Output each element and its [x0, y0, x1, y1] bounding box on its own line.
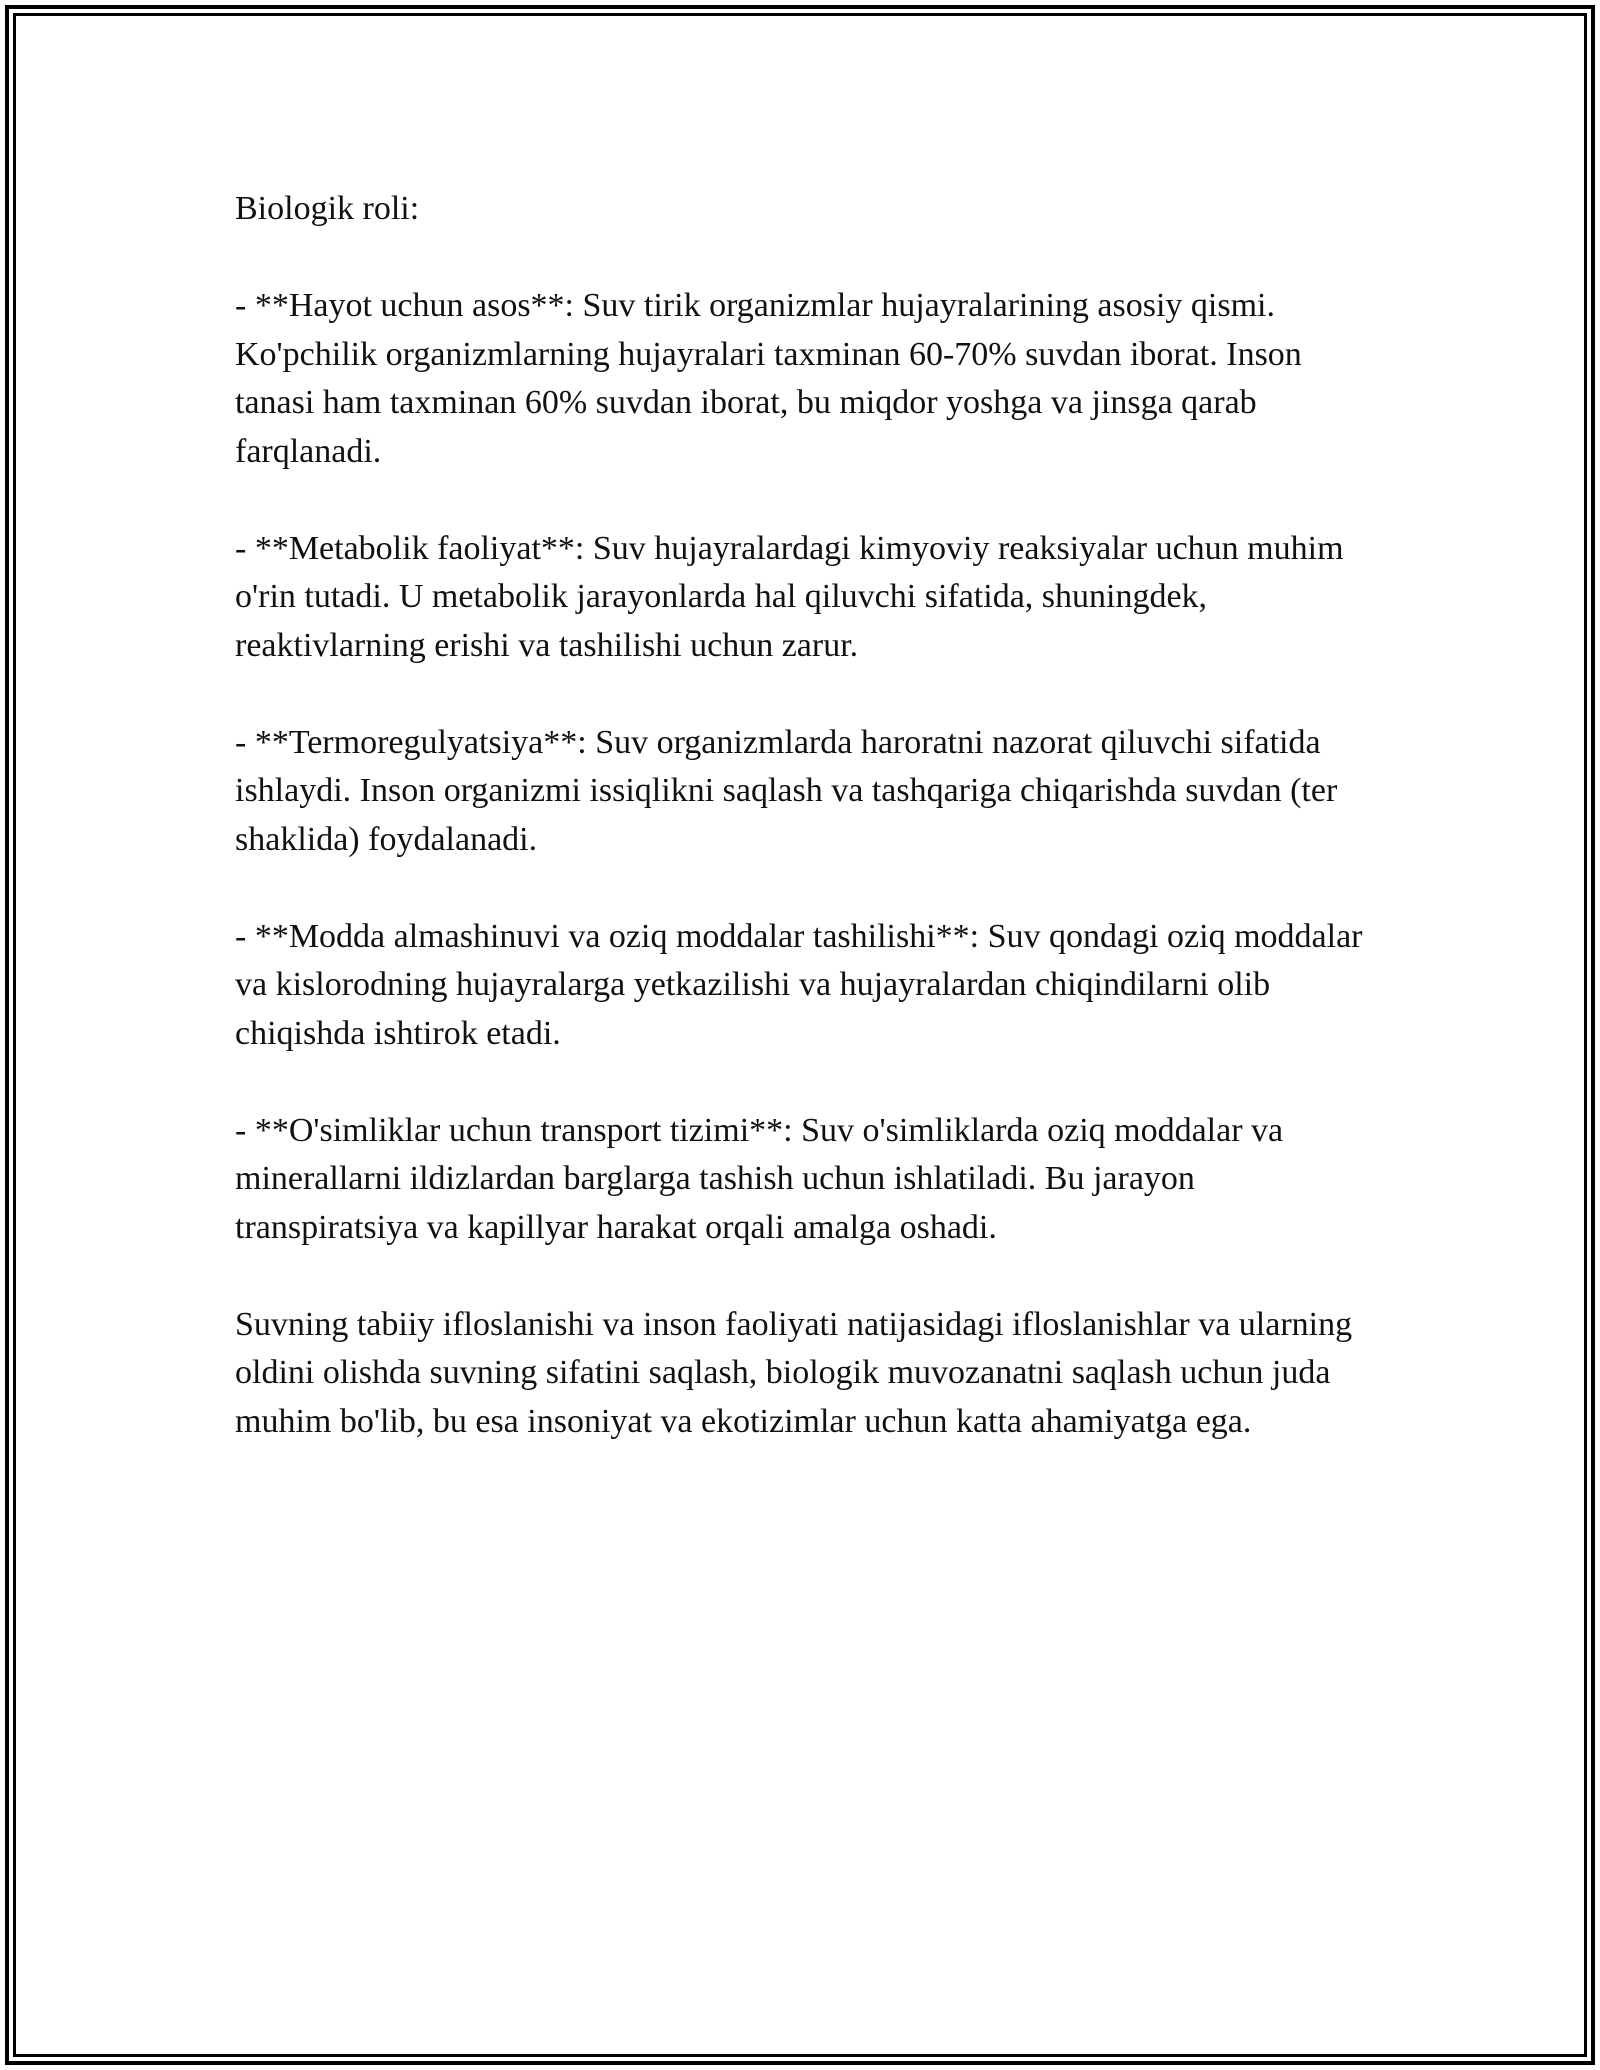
section-heading: Biologik roli:	[235, 190, 420, 227]
paragraph-metabolik-faoliyat: - **Metabolik faoliyat**: Suv hujayralardagi kimyoviy reaksiyalar uchun muhim o'rin tutadi. U metabolik jarayonlarda hal qiluvchi sifatida, shuningdek, reaktivlarning erishi va tashilishi uchun zarur.	[235, 529, 1344, 664]
paragraph-osimliklar-transport: - **O'simliklar uchun transport tizimi**: Suv o'simliklarda oziq moddalar va minerallarni ildizlardan barglarga tashish uchun ishlatiladi. Bu jarayon transpiratsiya va kapillyar harakat orqali amalga oshadi.	[235, 1111, 1284, 1246]
document-body	[235, 185, 1385, 1495]
paragraph-termoregulyatsiya: - **Termoregulyatsiya**: Suv organizmlarda haroratni nazorat qiluvchi sifatida ishlaydi. Inson organizmi issiqlikni saqlash va tashqariga chiqarishda suvdan (ter shaklida) foydalanadi.	[235, 723, 1338, 858]
paragraph-hayot-uchun-asos: - **Hayot uchun asos**: Suv tirik organizmlar hujayralarining asosiy qismi. Ko'pchilik organizmlarning hujayralari taxminan 60-70% suvdan iborat. Inson tanasi ham taxminan 60% suvdan iborat, bu miqdor yoshga va jinsga qarab farqlanadi.	[235, 287, 1302, 470]
paragraph-conclusion: Suvning tabiiy ifloslanishi va inson faoliyati natijasidagi ifloslanishlar va ularning oldini olishda suvning sifatini saqlash, biologik muvozanatni saqlash uchun juda muhim bo'lib, bu esa insoniyat va ekotizimlar uchun katta ahamiyatga ega.	[235, 1305, 1353, 1440]
paragraph-modda-almashinuvi: - **Modda almashinuvi va oziq moddalar tashilishi**: Suv qondagi oziq moddalar va kislorodning hujayralarga yetkazilishi va hujayralardan chiqindilarni olib chiqishda ishtirok etadi.	[235, 917, 1363, 1052]
